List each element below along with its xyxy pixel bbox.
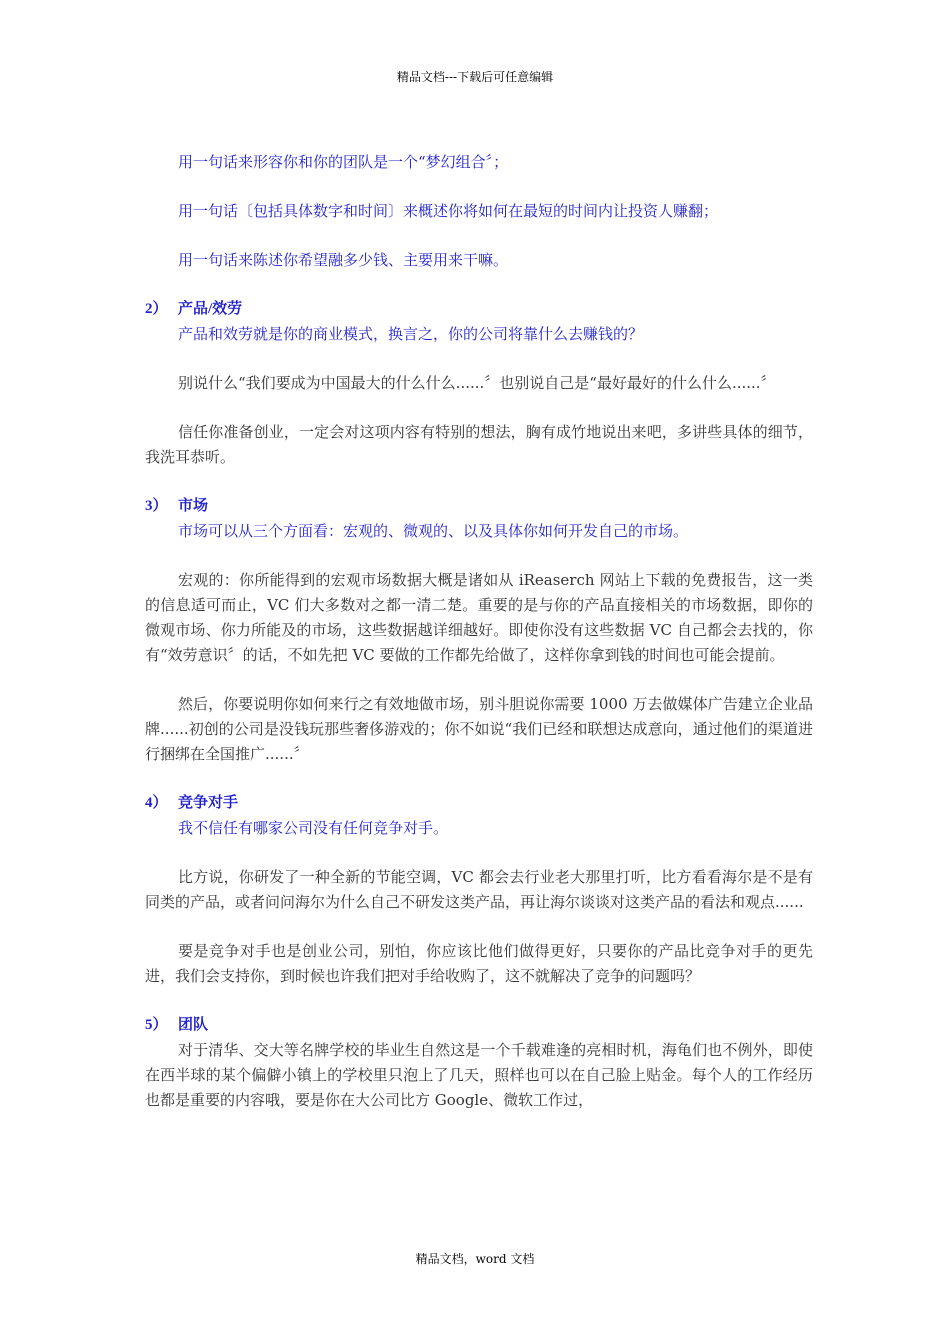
page-footer: 精品文档，word 文档: [415, 1252, 535, 1266]
document-body: [145, 150, 813, 1113]
section-title: 产品/效劳: [178, 301, 243, 317]
section-lead: 市场可以从三个方面看：宏观的、微观的、以及具体你如何开发自己的市场。: [178, 522, 689, 540]
section-heading-competitors: [145, 791, 813, 816]
paragraph: 信任你准备创业，一定会对这项内容有特别的想法，胸有成竹地说出来吧，多讲些具体的细节，我洗耳恭听。: [145, 423, 813, 466]
page-header: 精品文档---下载后可任意编辑: [396, 70, 554, 84]
section-title: 市场: [178, 498, 209, 514]
intro-line-3: 用一句话来陈述你希望融多少钱、主要用来干嘛。: [178, 251, 509, 269]
paragraph: 要是竞争对手也是创业公司，别怕，你应该比他们做得更好，只要你的产品比竞争对手的更先进，我们会支持你，到时候也许我们把对手给收购了，这不就解决了竞争的问题吗？: [145, 942, 813, 985]
section-number: 4）: [145, 795, 168, 811]
intro-line-2: 用一句话〔包括具体数字和时间〕来概述你将如何在最短的时间内让投资人赚翻；: [178, 202, 719, 220]
section-number: 3）: [145, 498, 168, 514]
paragraph: 然后，你要说明你如何来行之有效地做市场，别斗胆说你需要 1000 万去做媒体广告建立企业品牌......初创的公司是没钱玩那些奢侈游戏的；你不如说“我们已经和联想达成意向，通过他们的渠道进行捆绑在全国推广......〞: [145, 695, 813, 763]
section-title: 团队: [178, 1017, 209, 1033]
section-heading-team: [145, 1013, 813, 1038]
section-lead: 产品和效劳就是你的商业模式，换言之，你的公司将靠什么去赚钱的？: [178, 325, 644, 343]
section-number: 5）: [145, 1017, 168, 1033]
paragraph: 对于清华、交大等名牌学校的毕业生自然这是一个千载难逢的亮相时机，海龟们也不例外，即使在西半球的某个偏僻小镇上的学校里只泡上了几天，照样也可以在自己脸上贴金。每个人的工作经历也都是重要的内容哦，要是你在大公司比方 Google、微软工作过，: [145, 1041, 813, 1109]
section-number: 2）: [145, 301, 168, 317]
section-lead: 我不信任有哪家公司没有任何竞争对手。: [178, 819, 449, 837]
paragraph: 别说什么“我们要成为中国最大的什么什么......〞也别说自己是“最好最好的什么什么......〞: [178, 374, 776, 392]
paragraph: 比方说，你研发了一种全新的节能空调，VC 都会去行业老大那里打听，比方看看海尔是不是有同类的产品，或者问问海尔为什么自己不研发这类产品，再让海尔谈谈对这类产品的看法和观点......: [145, 868, 813, 911]
section-heading-market: [145, 494, 813, 519]
section-heading-product: [145, 297, 813, 322]
intro-line-1: 用一句话来形容你和你的团队是一个“梦幻组合〞；: [178, 153, 509, 171]
paragraph: 宏观的：你所能得到的宏观市场数据大概是诸如从 iReaserch 网站上下载的免费报告，这一类的信息适可而止，VC 们大多数对之都一清二楚。重要的是与你的产品直接相关的市场数据，即你的微观市场、你力所能及的市场，这些数据越详细越好。即使你没有这些数据 VC 自己都会去找的，你有“效劳意识〞的话，不如先把 VC 要做的工作都先给做了，这样你拿到钱的时间也可能会提前。: [145, 571, 813, 664]
section-title: 竞争对手: [178, 795, 239, 811]
